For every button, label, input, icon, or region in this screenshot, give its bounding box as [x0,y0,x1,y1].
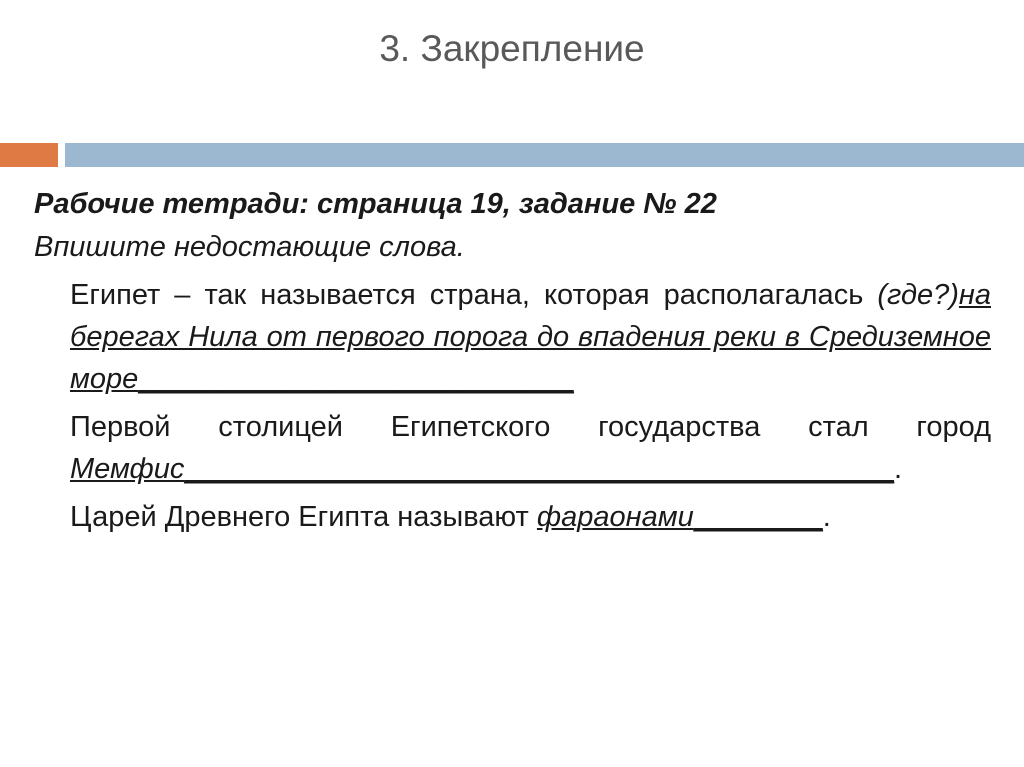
question-hint: (где?) [877,279,959,311]
period: . [894,453,903,485]
paragraph-egypt [70,274,991,400]
task-instruction: Впишите недостающие слова. [34,231,465,263]
paragraph-text: Первой столицей Египетского государства стал город [70,411,991,443]
accent-bar-blue [65,143,1024,167]
answer-text: Мемфис [70,453,185,485]
answer-text: на берегах Нила от первого порога до впадения реки в Средиземное море [70,279,992,395]
answer-text: фараонами [536,501,694,533]
answer-blank: ___________________________ [138,363,574,395]
accent-bar-orange [0,143,58,167]
paragraph-text: Египет – так называется страна, которая располагалась [70,279,864,311]
period: . [822,501,831,533]
paragraph-capital [70,406,991,490]
answer-blank: ____________________________________________ [184,453,895,485]
slide-content [34,184,994,538]
paragraph-text: Царей Древнего Египта называют [70,501,529,533]
task-heading: Рабочие тетради: страница 19, задание № 22 [34,188,717,220]
slide-title: 3. Закрепление [379,28,645,69]
answer-blank: ________ [693,501,823,533]
paragraph-kings [70,496,991,538]
